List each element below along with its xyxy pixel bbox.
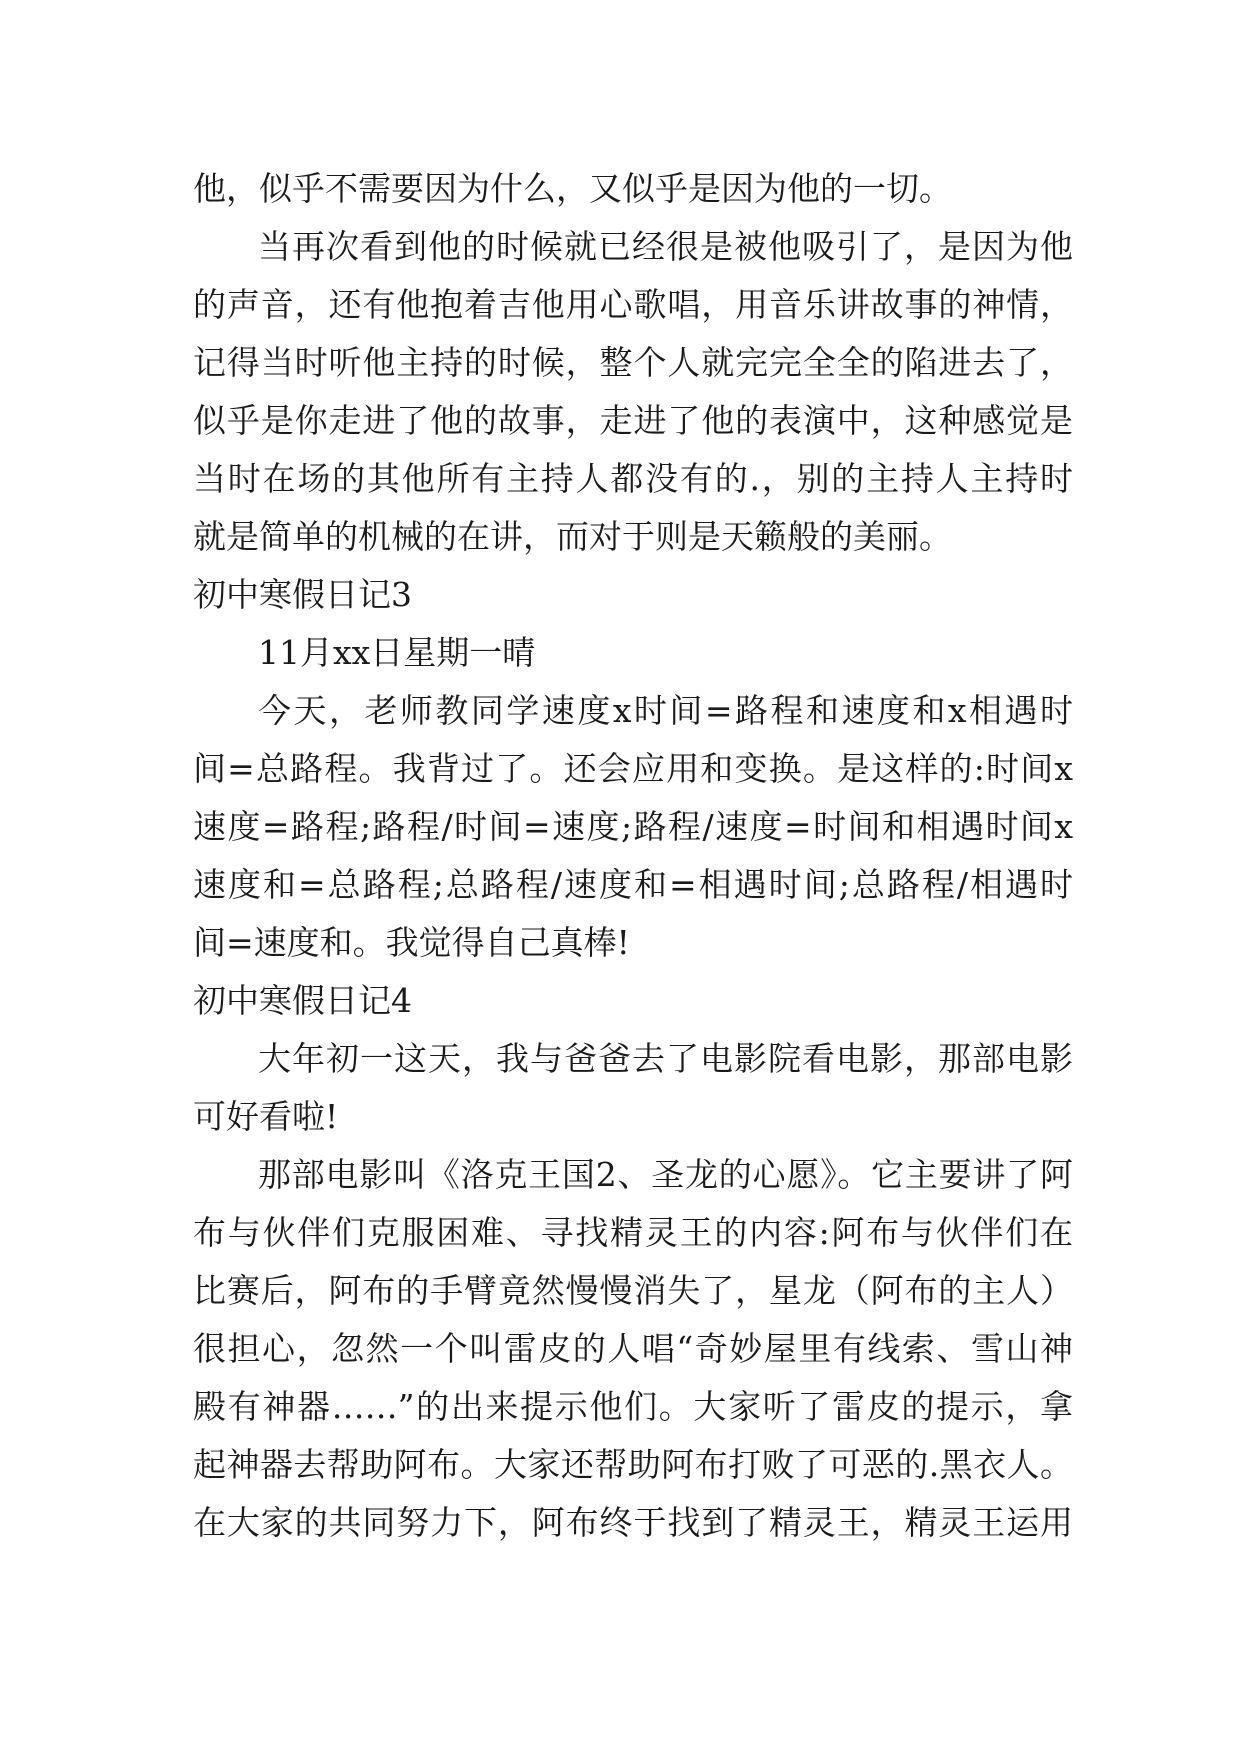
- text-line: 今天，老师教同学速度x时间=路程和速度和x相遇时: [258, 691, 1073, 730]
- text-line: 就是简单的机械的在讲，而对于则是天籁般的美丽。: [193, 517, 952, 556]
- text-line: 间=总路程。我背过了。还会应用和变换。是这样的:时间x: [193, 749, 1073, 788]
- text-line: 似乎是你走进了他的故事，走进了他的表演中，这种感觉是: [193, 401, 1073, 440]
- text-line: 起神器去帮助阿布。大家还帮助阿布打败了可恶的.黑衣人。: [193, 1445, 1073, 1484]
- text-line: 速度和=总路程;总路程/速度和=相遇时间;总路程/相遇时: [193, 865, 1073, 904]
- text-line: 那部电影叫《洛克王国2、圣龙的心愿》。它主要讲了阿: [258, 1155, 1073, 1194]
- text-line: 可好看啦!: [193, 1097, 339, 1136]
- text-line: 的声音，还有他抱着吉他用心歌唱，用音乐讲故事的神情，: [193, 285, 1073, 324]
- text-line: 速度=路程;路程/时间=速度;路程/速度=时间和相遇时间x: [193, 807, 1073, 846]
- text-line: 布与伙伴们克服困难、寻找精灵王的内容:阿布与伙伴们在: [193, 1213, 1073, 1252]
- section-heading: 初中寒假日记4: [193, 981, 412, 1020]
- text-line: 很担心，忽然一个叫雷皮的人唱“奇妙屋里有线索、雪山神: [193, 1329, 1073, 1368]
- text-line: 在大家的共同努力下，阿布终于找到了精灵王，精灵王运用: [193, 1503, 1073, 1542]
- text-line: 记得当时听他主持的时候，整个人就完完全全的陷进去了，: [193, 343, 1073, 382]
- text-line: 殿有神器……”的出来提示他们。大家听了雷皮的提示，拿: [193, 1387, 1073, 1426]
- diary-date: 11月xx日星期一晴: [258, 633, 536, 672]
- text-line: 当再次看到他的时候就已经很是被他吸引了，是因为他: [258, 227, 1073, 266]
- section-heading: 初中寒假日记3: [193, 575, 412, 614]
- text-line: 当时在场的其他所有主持人都没有的.，别的主持人主持时: [193, 459, 1073, 498]
- text-line: 大年初一这天，我与爸爸去了电影院看电影，那部电影: [258, 1039, 1073, 1078]
- text-line: 他，似乎不需要因为什么，又似乎是因为他的一切。: [193, 169, 952, 208]
- text-line: 间=速度和。我觉得自己真棒!: [193, 923, 630, 962]
- text-line: 比赛后，阿布的手臂竟然慢慢消失了，星龙（阿布的主人）: [193, 1271, 1073, 1310]
